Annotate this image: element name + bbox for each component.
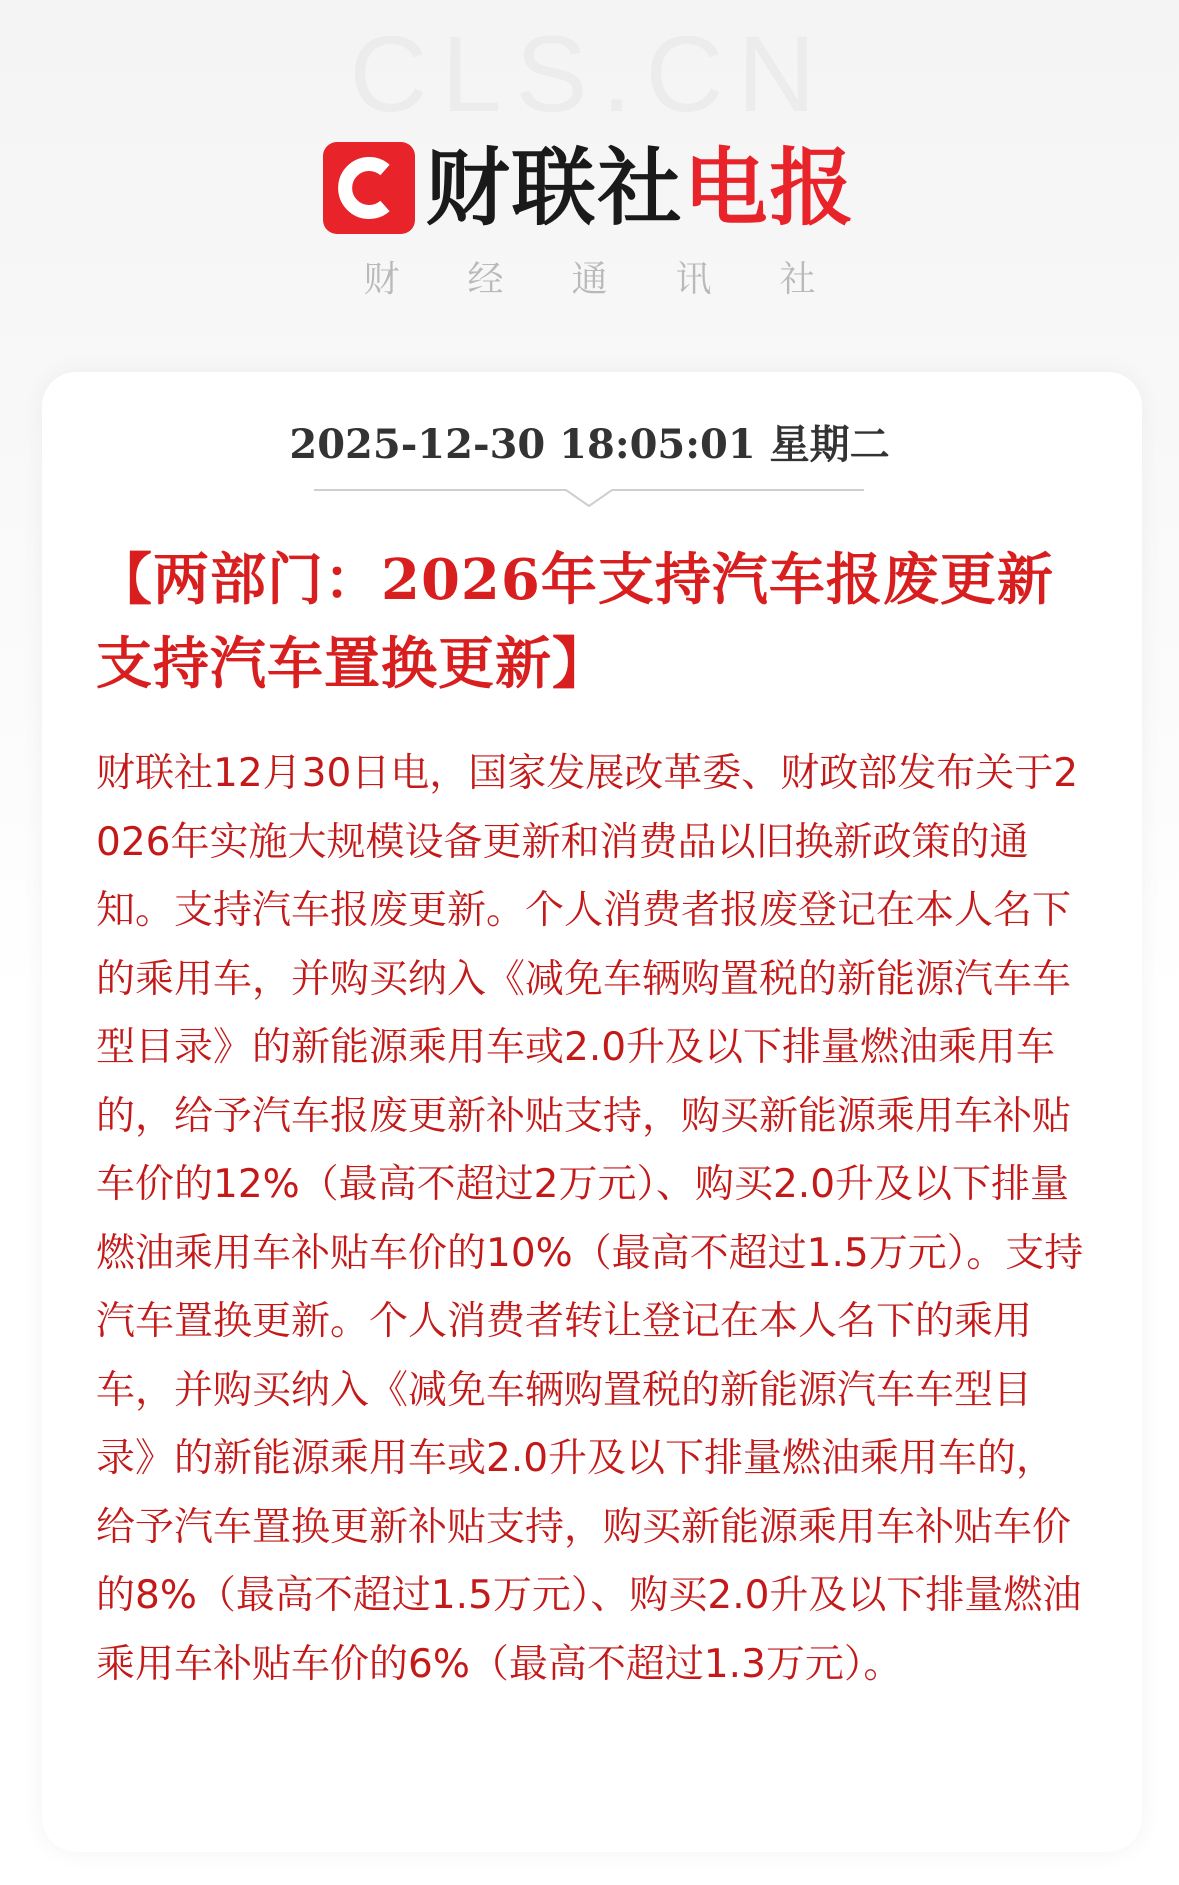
logo-c-shape [323, 142, 415, 234]
brand-suffix: 电报 [683, 139, 856, 237]
tagline-char: 财 [363, 259, 400, 300]
brand-logo [0, 138, 1179, 238]
tagline-char: 经 [467, 259, 504, 300]
tagline-char: 讯 [675, 259, 712, 300]
brand-name: 财联社 [425, 139, 684, 237]
article-datetime: 2025-12-30 18:05:01 星期二 [289, 421, 890, 468]
tagline-char: 社 [779, 259, 816, 300]
tagline [0, 258, 1179, 302]
article-headline: 【两部门：2026年支持汽车报废更新支持汽车置换更新】 [96, 547, 1054, 697]
tagline-char: 通 [571, 259, 608, 300]
logo-c-icon [323, 142, 415, 234]
article-body: 财联社12月30日电，国家发展改革委、财政部发布关于2026年实施大规模设备更新和消费品以旧换新政策的通知。支持汽车报废更新。个人消费者报废登记在本人名下的乘用车，并购买纳入《减免车辆购置税的新能源汽车车型目录》的新能源乘用车或2.0升及以下排量燃油乘用车的，给予汽车报废更新补贴支持，购买新能源乘用车补贴车价的12%（最高不超过2万元）、购买2.0升及以下排量燃油乘用车补贴车价的10%（最高不超过1.5万元）。支持汽车置换更新。个人消费者转让登记在本人名下的乘用车，并购买纳入《减免车辆购置税的新能源汽车车型目录》的新能源乘用车或2.0升及以下排量燃油乘用车的，给予汽车置换更新补贴支持，购买新能源乘用车补贴车价的8%（最高不超过1.5万元）、购买2.0升及以下排量燃油乘用车补贴车价的6%（最高不超过1.3万元）。 [96, 751, 1084, 1687]
watermark: CLS.CN [349, 13, 830, 134]
datetime-divider [314, 488, 864, 508]
